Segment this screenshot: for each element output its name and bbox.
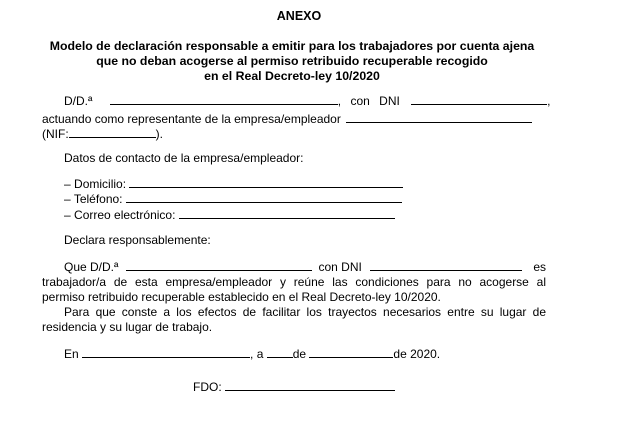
signature-line: [193, 379, 395, 394]
place-date-line: [64, 346, 440, 361]
declaration-line-5: residencia y su lugar de trabajo.: [42, 320, 213, 334]
identity-line: [64, 93, 551, 108]
a-label: , a: [250, 347, 264, 361]
de-year-label: de 2020.: [393, 347, 441, 361]
es-label: es: [533, 260, 546, 274]
nif-line: [42, 126, 163, 141]
worker-con-dni-label: con DNI: [318, 260, 362, 274]
company-name-field[interactable]: [346, 111, 532, 123]
dash: –: [64, 177, 71, 191]
nif-field[interactable]: [69, 126, 156, 138]
employer-rep-dni-field[interactable]: [411, 93, 547, 105]
nif-close-label: ).: [155, 127, 164, 141]
declaration-line-4: Para que conste a los efectos de facilitar los trayectos necesarios entre su lugar de: [64, 305, 546, 319]
document-title-line-1: Modelo de declaración responsable a emitir para los trabajadores por cuenta ajena: [49, 39, 535, 53]
comma: ,: [547, 94, 551, 108]
document-title-line-2: que no deban acogerse al permiso retribuido recuperable recogido: [96, 54, 488, 68]
contact-heading: Datos de contacto de la empresa/empleador:: [64, 151, 304, 165]
place-field[interactable]: [82, 346, 250, 358]
declaration-line-1: [64, 259, 546, 274]
worker-dni-field[interactable]: [370, 259, 522, 271]
document-title-line-3: en el Real Decreto-ley 10/2020: [204, 69, 380, 83]
correo-label: Correo electrónico:: [74, 208, 176, 222]
dd-label: D/D.ª: [64, 94, 93, 108]
declaration-line-3: permiso retribuido recuperable establecido en el Real Decreto-ley 10/2020.: [42, 290, 441, 304]
telefono-field[interactable]: [126, 191, 402, 203]
month-field[interactable]: [309, 346, 393, 358]
day-field[interactable]: [267, 346, 293, 358]
declaration-heading: Declara responsablemente:: [64, 233, 211, 247]
nif-open-label: (NIF:: [42, 127, 69, 141]
declaration-line-2: trabajador/a de esta empresa/empleador y reúne las condiciones para no acogerse al: [42, 275, 546, 289]
acting-line: [42, 111, 532, 126]
con-dni-label: , con DNI: [337, 94, 400, 108]
employer-rep-name-field[interactable]: [110, 93, 338, 105]
contact-item-telefono: [64, 191, 402, 206]
domicilio-field[interactable]: [129, 176, 403, 188]
en-label: En: [64, 347, 79, 361]
telefono-label: Teléfono:: [73, 192, 123, 206]
dash: –: [64, 208, 71, 222]
de-label: de: [292, 347, 307, 361]
signature-field[interactable]: [225, 379, 395, 391]
correo-field[interactable]: [179, 207, 395, 219]
contact-item-domicilio: [64, 176, 403, 191]
acting-label: actuando como representante de la empresa/empleador: [42, 112, 341, 126]
annex-heading: ANEXO: [276, 9, 322, 23]
dash: –: [64, 192, 71, 206]
worker-name-field[interactable]: [126, 259, 312, 271]
domicilio-label: Domicilio:: [74, 177, 127, 191]
fdo-label: FDO:: [193, 380, 222, 394]
contact-item-correo: [64, 207, 395, 222]
que-dd-label: Que D/D.ª: [64, 260, 119, 274]
